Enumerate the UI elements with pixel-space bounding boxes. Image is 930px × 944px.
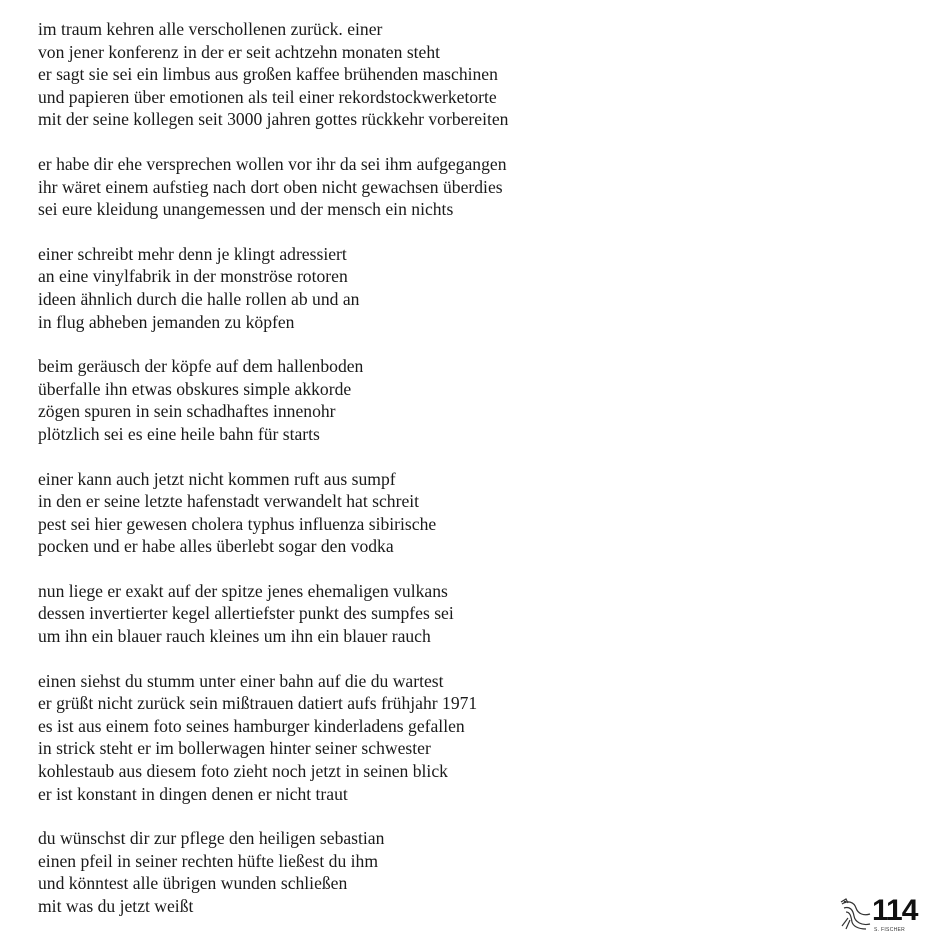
stanza xyxy=(38,355,898,445)
poem-line: überfalle ihn etwas obskures simple akkorde xyxy=(38,378,352,399)
poem-line: mit was du jetzt weißt xyxy=(38,896,194,916)
fisherman-logo-icon xyxy=(838,896,874,932)
poem-line: einer kann auch jetzt nicht kommen ruft aus sumpf xyxy=(38,468,396,489)
stanza xyxy=(38,670,898,806)
poem-line: sei eure kleidung unangemessen und der mensch ein nichts xyxy=(38,199,454,220)
poem-line: du wünschst dir zur pflege den heiligen sebastian xyxy=(38,828,385,849)
poem-line: er grüßt nicht zurück sein mißtrauen datiert aufs frühjahr 1971 xyxy=(38,693,478,714)
poem-line: er ist konstant in dingen denen er nicht traut xyxy=(38,783,348,804)
poem-line: es ist aus einem foto seines hamburger kinderladens gefallen xyxy=(38,715,465,736)
stanza xyxy=(38,18,898,131)
poem-line: pocken und er habe alles überlebt sogar den vodka xyxy=(38,536,394,557)
poem-line: an eine vinylfabrik in der monströse rotoren xyxy=(38,266,348,287)
poem-line: mit der seine kollegen seit 3000 jahren gottes rückkehr vorbereiten xyxy=(38,109,509,130)
stanza xyxy=(38,243,898,333)
stanza xyxy=(38,153,898,221)
poem-line: beim geräusch der köpfe auf dem hallenboden xyxy=(38,356,364,377)
poem-line: plötzlich sei es eine heile bahn für starts xyxy=(38,423,320,444)
poem-line: in den er seine letzte hafenstadt verwandelt hat schreit xyxy=(38,491,420,512)
poem-line: pest sei hier gewesen cholera typhus influenza sibirische xyxy=(38,513,437,534)
poem-line: in strick steht er im bollerwagen hinter seiner schwester xyxy=(38,738,431,759)
poem-line: zögen spuren in sein schadhaftes innenohr xyxy=(38,401,336,422)
poem-body xyxy=(38,18,898,940)
poem-line: um ihn ein blauer rauch kleines um ihn ein blauer rauch xyxy=(38,626,431,647)
poem-line: er sagt sie sei ein limbus aus großen kaffee brühenden maschinen xyxy=(38,64,498,85)
stanza xyxy=(38,827,898,917)
poem-line: von jener konferenz in der er seit achtzehn monaten steht xyxy=(38,41,441,62)
stanza xyxy=(38,580,898,648)
stanza xyxy=(38,468,898,558)
poem-line: im traum kehren alle verschollenen zurück. einer xyxy=(38,19,383,39)
poem-line: einen siehst du stumm unter einer bahn auf die du wartest xyxy=(38,670,444,691)
poem-line: und papieren über emotionen als teil einer rekordstockwerketorte xyxy=(38,86,497,107)
publisher-footer xyxy=(838,894,918,938)
poem-line: ihr wäret einem aufstieg nach dort oben nicht gewachsen überdies xyxy=(38,176,503,197)
poem-line: kohlestaub aus diesem foto zieht noch jetzt in seinen blick xyxy=(38,761,448,782)
page-number: 114 xyxy=(872,894,918,927)
publisher-name: S. FISCHER xyxy=(874,927,906,933)
poem-line: und könntest alle übrigen wunden schließen xyxy=(38,873,348,894)
poem-line: einen pfeil in seiner rechten hüfte ließest du ihm xyxy=(38,850,379,871)
poem-line: dessen invertierter kegel allertiefster punkt des sumpfes sei xyxy=(38,603,454,624)
poem-line: in flug abheben jemanden zu köpfen xyxy=(38,311,295,332)
poem-line: ideen ähnlich durch die halle rollen ab und an xyxy=(38,288,360,309)
poem-line: einer schreibt mehr denn je klingt adressiert xyxy=(38,243,347,264)
poem-line: er habe dir ehe versprechen wollen vor ihr da sei ihm aufgegangen xyxy=(38,153,507,174)
poem-line: nun liege er exakt auf der spitze jenes ehemaligen vulkans xyxy=(38,580,448,601)
